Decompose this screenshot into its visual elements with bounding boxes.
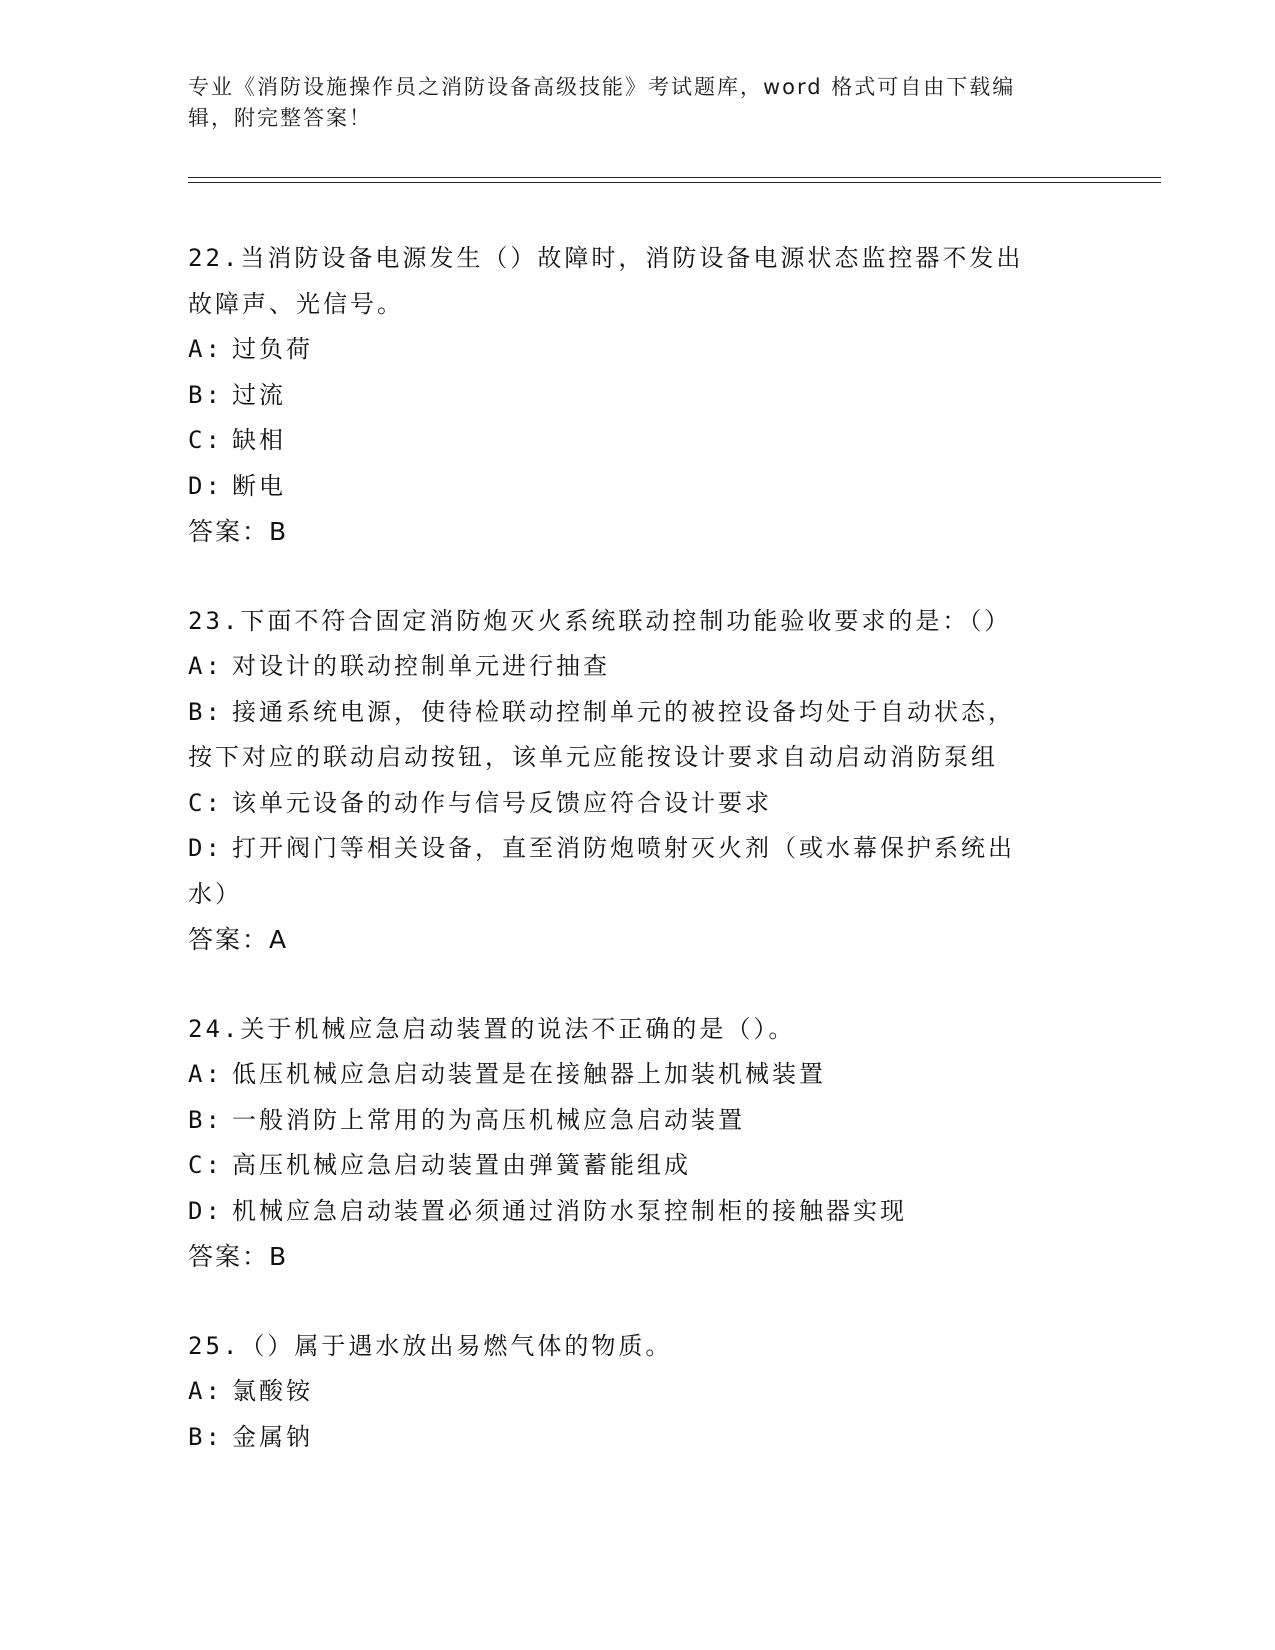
question-stem: 22.当消防设备电源发生（）故障时，消防设备电源状态监控器不发出 [188, 244, 1024, 272]
question-23 [188, 599, 1088, 963]
option-text: 接通系统电源，使待检联动控制单元的被控设备均处于自动状态， [232, 697, 1015, 726]
option-text: 对设计的联动控制单元进行抽查 [232, 652, 610, 680]
option-text: 高压机械应急启动装置由弹簧蓄能组成 [232, 1151, 691, 1179]
option-key: B: [188, 1422, 223, 1451]
header-line-1: 专业《消防设施操作员之消防设备高级技能》考试题库，word 格式可自由下载编 [188, 75, 1016, 99]
option-a [188, 1052, 1088, 1098]
option-text: 机械应急启动装置必须通过消防水泵控制柜的接触器实现 [232, 1196, 907, 1225]
option-a [188, 1369, 1088, 1415]
option-key: C: [188, 426, 223, 454]
option-key: A: [188, 1060, 223, 1088]
option-key: B: [188, 697, 223, 726]
option-text: 打开阀门等相关设备，直至消防炮喷射灭火剂（或水幕保护系统出 [232, 834, 1015, 862]
question-22 [188, 236, 1088, 555]
option-text: 该单元设备的动作与信号反馈应符合设计要求 [232, 788, 772, 817]
answer-line: 答案：A [188, 925, 289, 954]
question-list [188, 236, 1088, 1504]
option-text: 过负荷 [232, 335, 313, 363]
option-d [188, 464, 1088, 510]
option-text: 金属钠 [232, 1422, 313, 1451]
option-d [188, 1189, 1088, 1235]
option-b [188, 373, 1088, 419]
option-key: A: [188, 1377, 223, 1405]
header-divider-bottom [188, 182, 1161, 183]
header-divider-top [188, 177, 1161, 178]
answer-line: 答案：B [188, 517, 289, 546]
question-stem: 24.关于机械应急启动装置的说法不正确的是（）。 [188, 1014, 796, 1043]
option-key: A: [188, 335, 223, 363]
option-c [188, 781, 1088, 827]
option-b [188, 1415, 1088, 1461]
option-b [188, 1098, 1088, 1144]
option-b [188, 690, 1088, 736]
option-text: 过流 [232, 380, 286, 409]
option-text: 低压机械应急启动装置是在接触器上加装机械装置 [232, 1060, 826, 1088]
option-key: B: [188, 380, 223, 409]
question-24 [188, 1007, 1088, 1280]
option-text: 氯酸铵 [232, 1377, 313, 1405]
answer-line: 答案：B [188, 1242, 289, 1271]
option-key: B: [188, 1105, 223, 1134]
question-stem-continued: 故障声、光信号。 [188, 289, 404, 318]
question-stem: 25.（）属于遇水放出易燃气体的物质。 [188, 1331, 673, 1360]
option-c [188, 418, 1088, 464]
option-key: D: [188, 1196, 223, 1225]
option-key: D: [188, 834, 223, 862]
option-d-continued: 水） [188, 879, 242, 908]
option-c [188, 1143, 1088, 1189]
option-key: A: [188, 652, 223, 680]
option-key: D: [188, 471, 223, 500]
question-stem: 23.下面不符合固定消防炮灭火系统联动控制功能验收要求的是：（） [188, 606, 1012, 635]
option-text: 一般消防上常用的为高压机械应急启动装置 [232, 1105, 745, 1134]
option-key: C: [188, 1151, 223, 1179]
header-line-2: 辑，附完整答案！ [188, 106, 372, 130]
option-a [188, 644, 1088, 690]
option-text: 缺相 [232, 426, 286, 454]
option-a [188, 327, 1088, 373]
option-text: 断电 [232, 471, 286, 500]
option-key: C: [188, 788, 223, 817]
option-d [188, 826, 1088, 872]
document-header [188, 72, 1068, 134]
question-25 [188, 1324, 1088, 1461]
option-b-continued: 按下对应的联动启动按钮，该单元应能按设计要求自动启动消防泵组 [188, 743, 998, 771]
